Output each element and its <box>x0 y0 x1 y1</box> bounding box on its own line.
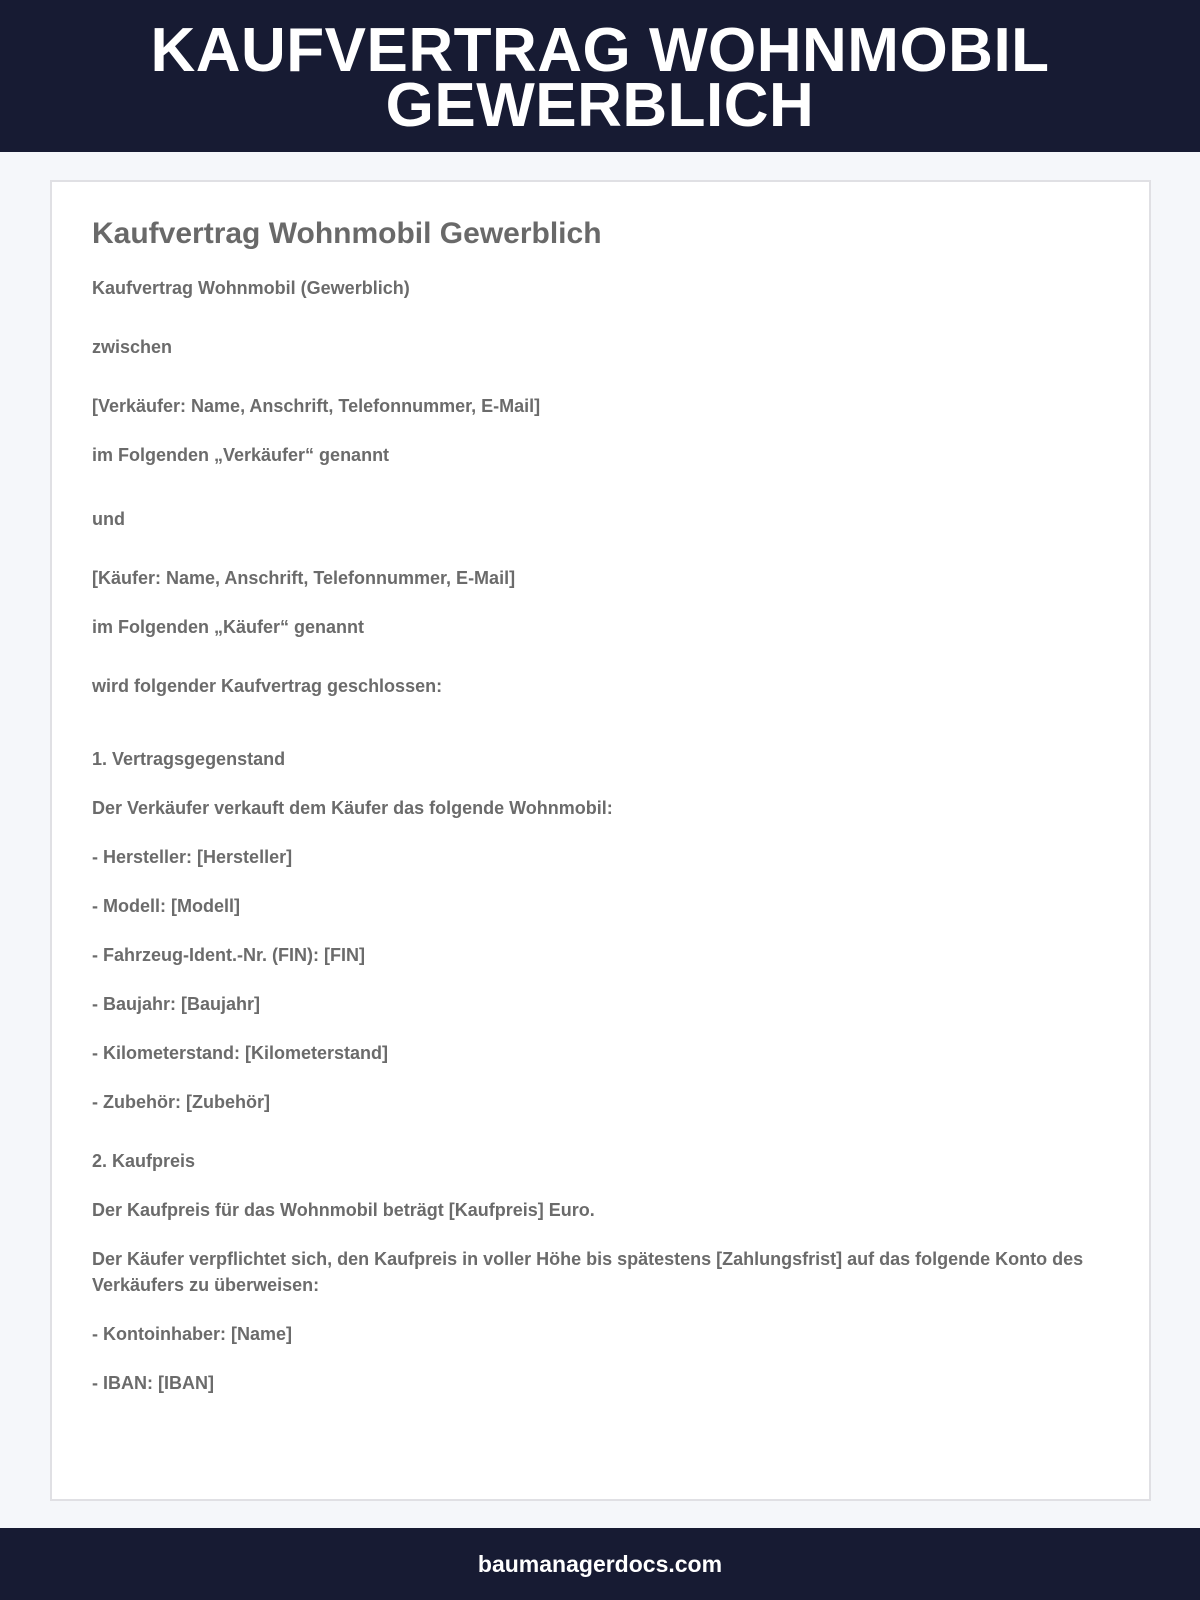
list-item-hersteller: - Hersteller: [Hersteller] <box>92 847 293 867</box>
paragraph-und: und <box>92 509 125 529</box>
page-footer <box>0 1528 1200 1600</box>
paragraph-buyer-placeholder: [Käufer: Name, Anschrift, Telefonnummer, E-Mail] <box>92 568 516 588</box>
paragraph-zwischen: zwischen <box>92 337 173 357</box>
list-item-kontoinhaber: - Kontoinhaber: [Name] <box>92 1324 292 1344</box>
banner-title: KAUFVERTRAG WOHNMOBIL GEWERBLICH <box>150 16 1050 140</box>
list-item-iban: - IBAN: [IBAN] <box>92 1373 214 1393</box>
paragraph-seller-naming: im Folgenden „Verkäufer“ genannt <box>92 445 390 465</box>
paragraph-kaufpreis: Der Kaufpreis für das Wohnmobil beträgt [Kaufpreis] Euro. <box>92 1200 595 1220</box>
paragraph-vehicle-intro: Der Verkäufer verkauft dem Käufer das folgende Wohnmobil: <box>92 798 613 818</box>
list-item-modell: - Modell: [Modell] <box>92 896 240 916</box>
list-item-zubehoer: - Zubehör: [Zubehör] <box>92 1092 270 1112</box>
list-item-baujahr: - Baujahr: [Baujahr] <box>92 994 261 1014</box>
list-item-kilometerstand: - Kilometerstand: [Kilometerstand] <box>92 1043 389 1063</box>
paragraph-contract-intro: wird folgender Kaufvertrag geschlossen: <box>92 676 443 696</box>
document-card <box>50 180 1151 1501</box>
list-item-fin: - Fahrzeug-Ident.-Nr. (FIN): [FIN] <box>92 945 365 965</box>
paragraph-payment-terms: Der Käufer verpflichtet sich, den Kaufpreis in voller Höhe bis spätestens [Zahlungsfrist] auf das folgende Konto des Verkäufers zu überweisen: <box>92 1249 1084 1295</box>
document-title: Kaufvertrag Wohnmobil Gewerblich <box>92 217 602 250</box>
footer-site-name: baumanagerdocs.com <box>477 1550 723 1577</box>
paragraph-buyer-naming: im Folgenden „Käufer“ genannt <box>92 617 365 637</box>
section-1-heading: 1. Vertragsgegenstand <box>92 749 286 769</box>
section-2-heading: 2. Kaufpreis <box>92 1151 196 1171</box>
paragraph-subtitle: Kaufvertrag Wohnmobil (Gewerblich) <box>92 278 410 298</box>
paragraph-seller-placeholder: [Verkäufer: Name, Anschrift, Telefonnummer, E-Mail] <box>92 396 541 416</box>
page-banner <box>0 0 1200 152</box>
